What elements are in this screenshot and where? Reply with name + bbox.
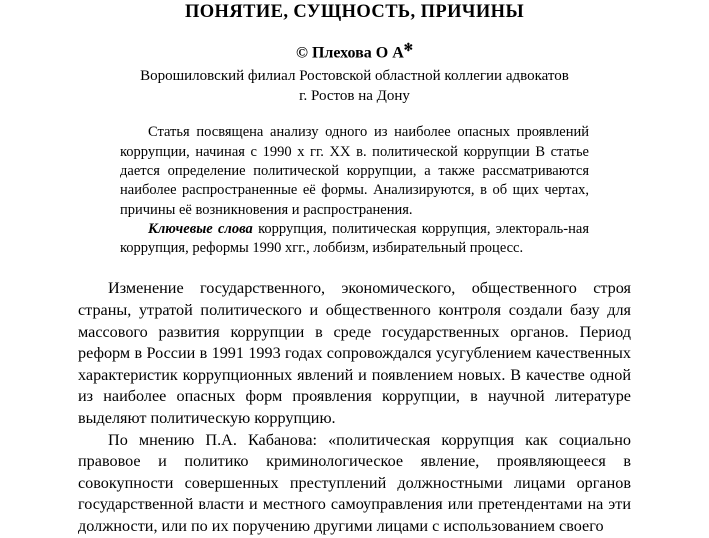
- abstract-block: [78, 123, 631, 258]
- abstract-text: Статья посвящена анализу одного из наиболее опасных проявлений коррупции, начиная с 1990 х гг. XX в. политической коррупции В статье дается определение политической коррупции, а также рассматриваются наиболее распространенные её формы. Анализируются, в об щих чертах, причины её возникновения и распространения.: [120, 124, 589, 218]
- body-paragraph: Изменение государственного, экономического, общественного строя страны, утратой политического и общественного контроля создали базу для массового развития коррупции в среде государственных органов. Период реформ в России в 1991 1993 годах сопровождался усугублением качественных характеристик коррупционных явлений и появлением новых. В качестве одной из наиболее опасных форм проявления коррупции, в научной литературе выделяют политическую коррупцию.: [78, 279, 631, 427]
- affiliation-line-2: г. Ростов на Дону: [299, 87, 410, 104]
- keywords-text: коррупция, политическая коррупция, электораль-ная коррупция, реформы 1990 хгг., лоббизм, избирательный процесс.: [120, 220, 589, 257]
- affiliation-line-1: Ворошиловский филиал Ростовской областной коллегии адвокатов: [140, 68, 569, 85]
- affiliation: [78, 67, 631, 106]
- keywords-line: [120, 220, 589, 259]
- footnote-marker-icon: ✻: [403, 42, 413, 54]
- author-line: [78, 38, 631, 63]
- keywords-label: Ключевые слова: [148, 220, 253, 237]
- page-title: ПОНЯТИЕ, СУЩНОСТЬ, ПРИЧИНЫ: [184, 2, 525, 22]
- author-name: © Плехова О А: [295, 44, 404, 62]
- body-paragraph: По мнению П.А. Кабанова: «политическая коррупция как социально правовое и политико криминологическое явление, проявляющееся в совокупности совершенных преступлений должностными лицами органов государственной власти и местного самоуправления или претендентами на эти должности, или по их поручению другими лицами с использованием своего: [78, 430, 631, 535]
- body-text: [78, 278, 631, 537]
